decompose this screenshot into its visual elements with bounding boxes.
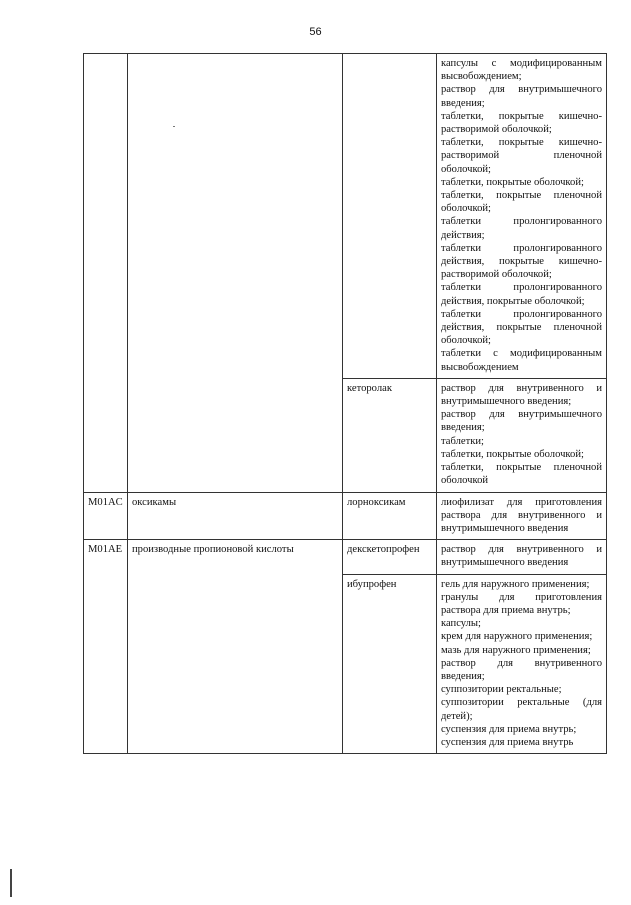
dosage-form-item: гранулы для приготовления раствора для приема внутрь; [441, 591, 602, 616]
dosage-forms-cell [437, 574, 607, 754]
dosage-form-item: суппозитории ректальные (для детей); [441, 697, 602, 722]
dosage-form-item: таблетки пролонгированного действия, покрытые пленочной оболочкой; [441, 308, 602, 347]
dosage-forms-cell [437, 54, 607, 379]
dosage-form-item: суспензия для приема внутрь; [441, 723, 577, 735]
dosage-forms-list [437, 493, 606, 540]
dosage-forms-list [437, 54, 606, 378]
dosage-form-item: раствор для внутримышечного введения; [441, 84, 602, 109]
group-name-cell: оксикамы [128, 492, 343, 540]
dosage-forms-cell [437, 540, 607, 574]
dosage-forms-list [437, 379, 606, 492]
dosage-form-item: лиофилизат для приготовления раствора для внутривенного и внутримышечного введения [441, 496, 602, 534]
atc-code-cell: M01AE [84, 540, 128, 754]
dosage-form-item: раствор для внутривенного введения; [441, 657, 602, 682]
dosage-form-item: таблетки пролонгированного действия, покрытые оболочкой; [441, 282, 602, 307]
dosage-form-item: капсулы; [441, 618, 481, 630]
dosage-form-item: раствор для внутривенного и внутримышечного введения [441, 544, 602, 569]
group-name-cell [128, 54, 343, 493]
dosage-form-item: таблетки; [441, 435, 484, 447]
table-row [84, 540, 607, 574]
dosage-form-item: таблетки, покрытые оболочкой; [441, 176, 584, 188]
drug-table [83, 53, 607, 754]
dosage-form-item: капсулы с модифицированным высвобождением; [441, 58, 602, 83]
atc-code-cell [84, 54, 128, 493]
atc-code-cell: M01AC [84, 492, 128, 540]
dosage-form-item: таблетки, покрытые пленочной оболочкой; [441, 190, 602, 215]
group-name-cell: производные пропионовой кислоты [128, 540, 343, 754]
table-row [84, 492, 607, 540]
dosage-form-item: таблетки с модифицированным высвобождением [441, 348, 602, 373]
dosage-form-item: суппозитории ректальные; [441, 684, 562, 696]
page-number: 56 [309, 26, 322, 38]
dosage-form-item: таблетки, покрытые пленочной оболочкой [441, 462, 602, 487]
dosage-form-item: таблетки, покрытые оболочкой; [441, 448, 584, 460]
dosage-forms-cell [437, 378, 607, 492]
dosage-form-item: таблетки пролонгированного действия; [441, 216, 602, 241]
dosage-form-item: раствор для внутримышечного введения; [441, 409, 602, 434]
drug-name-cell: декскетопрофен [343, 540, 437, 574]
drug-name-cell: кеторолак [343, 378, 437, 492]
dosage-form-item: мазь для наружного применения; [441, 644, 591, 656]
dosage-forms-cell [437, 492, 607, 540]
dosage-forms-list [437, 540, 606, 573]
dosage-form-item: таблетки, покрытые кишечно-растворимой оболочкой; [441, 110, 602, 136]
dosage-form-item: крем для наружного применения; [441, 631, 593, 643]
dosage-form-item: гель для наружного применения; [441, 578, 590, 590]
dosage-form-item: раствор для внутривенного и внутримышечного введения; [441, 382, 602, 408]
dosage-form-item: суспензия для приема внутрь [441, 736, 574, 748]
dosage-forms-list [437, 575, 606, 754]
scan-edge-mark [10, 869, 12, 897]
drug-name-cell: ибупрофен [343, 574, 437, 754]
dosage-form-item: таблетки, покрытые кишечно-растворимой пленочной оболочкой; [441, 137, 602, 175]
dosage-form-item: таблетки пролонгированного действия, покрытые кишечно-растворимой оболочкой; [441, 242, 602, 281]
drug-name-cell [343, 54, 437, 379]
drug-name-cell: лорноксикам [343, 492, 437, 540]
table-row [84, 54, 607, 379]
